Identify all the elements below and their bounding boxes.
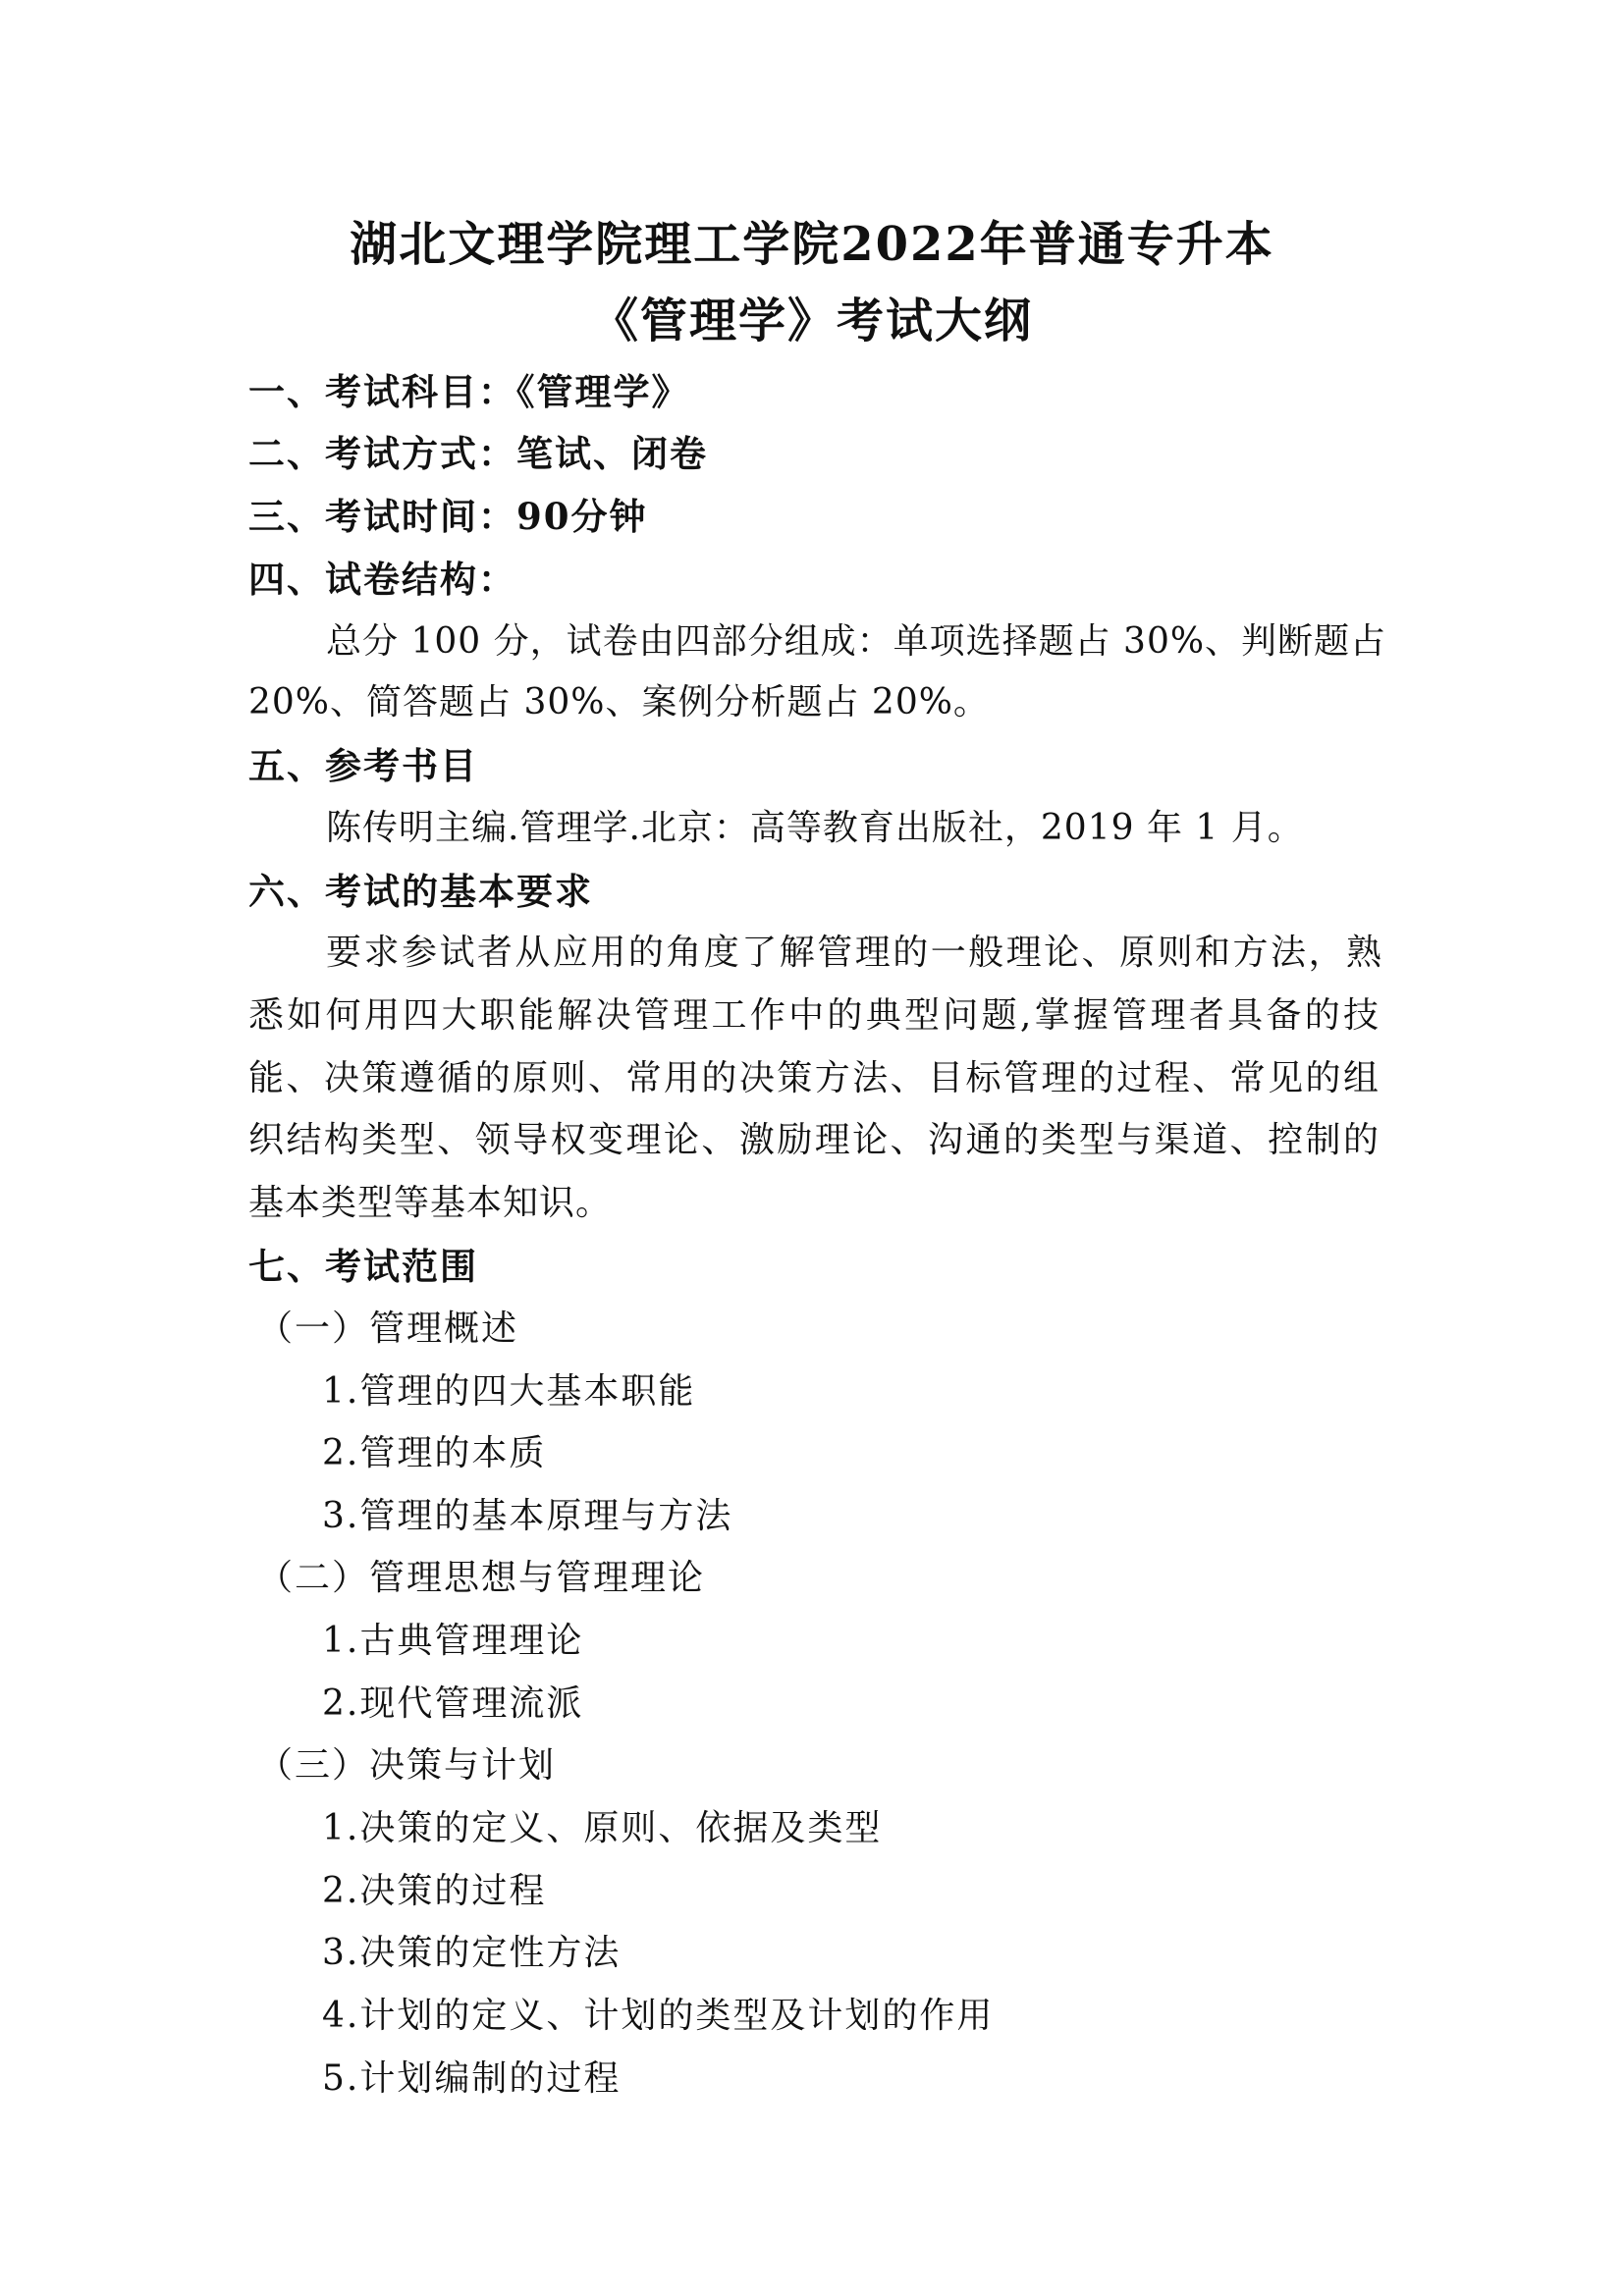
section-heading-references: 五、参考书目	[248, 744, 478, 787]
scope-item: 2.现代管理流派	[322, 1683, 584, 1724]
scope-item: 1.古典管理理论	[322, 1621, 584, 1661]
paragraph-line: 要求参试者从应用的角度了解管理的一般理论、原则和方法，熟	[326, 933, 1382, 973]
paragraph-line: 总分 100 分，试卷由四部分组成：单项选择题占 30%、判断题占	[326, 621, 1387, 662]
scope-item: 2.决策的过程	[322, 1871, 547, 1911]
scope-item: 3.管理的基本原理与方法	[322, 1496, 733, 1536]
scope-item: 3.决策的定性方法	[322, 1933, 622, 1973]
scope-group-heading: （一）管理概述	[257, 1308, 519, 1349]
scope-item: 4.计划的定义、计划的类型及计划的作用	[322, 1996, 995, 2036]
scope-item: 2.管理的本质	[322, 1433, 547, 1473]
section-heading-time: 三、考试时间：90分钟	[248, 495, 648, 538]
paragraph-line: 织结构类型、领导权变理论、激励理论、沟通的类型与渠道、控制的	[248, 1120, 1380, 1160]
section-heading-requirements: 六、考试的基本要求	[248, 870, 593, 913]
section-heading-subject: 一、考试科目：《管理学》	[248, 370, 690, 413]
section-heading-method: 二、考试方式：笔试、闭卷	[248, 432, 708, 475]
scope-group-heading: （二）管理思想与管理理论	[257, 1558, 706, 1598]
paragraph-line: 20%、简答题占 30%、案例分析题占 20%。	[248, 682, 990, 722]
scope-group-heading: （三）决策与计划	[257, 1745, 557, 1786]
paragraph-line: 基本类型等基本知识。	[248, 1183, 613, 1223]
section-heading-structure: 四、试卷结构：	[248, 558, 516, 601]
reference-text: 陈传明主编.管理学.北京：高等教育出版社，2019 年 1 月。	[326, 808, 1304, 848]
paragraph-line: 悉如何用四大职能解决管理工作中的典型问题,掌握管理者具备的技	[248, 995, 1380, 1036]
section-heading-scope: 七、考试范围	[248, 1245, 478, 1288]
document-title: 湖北文理学院理工学院2022年普通专升本	[350, 217, 1274, 272]
scope-item: 1.决策的定义、原则、依据及类型	[322, 1808, 883, 1848]
scope-item: 1.管理的四大基本职能	[322, 1371, 696, 1412]
document-subtitle: 《管理学》考试大纲	[590, 294, 1033, 348]
paragraph-line: 能、决策遵循的原则、常用的决策方法、目标管理的过程、常见的组	[248, 1058, 1380, 1098]
scope-item: 5.计划编制的过程	[322, 2058, 622, 2099]
